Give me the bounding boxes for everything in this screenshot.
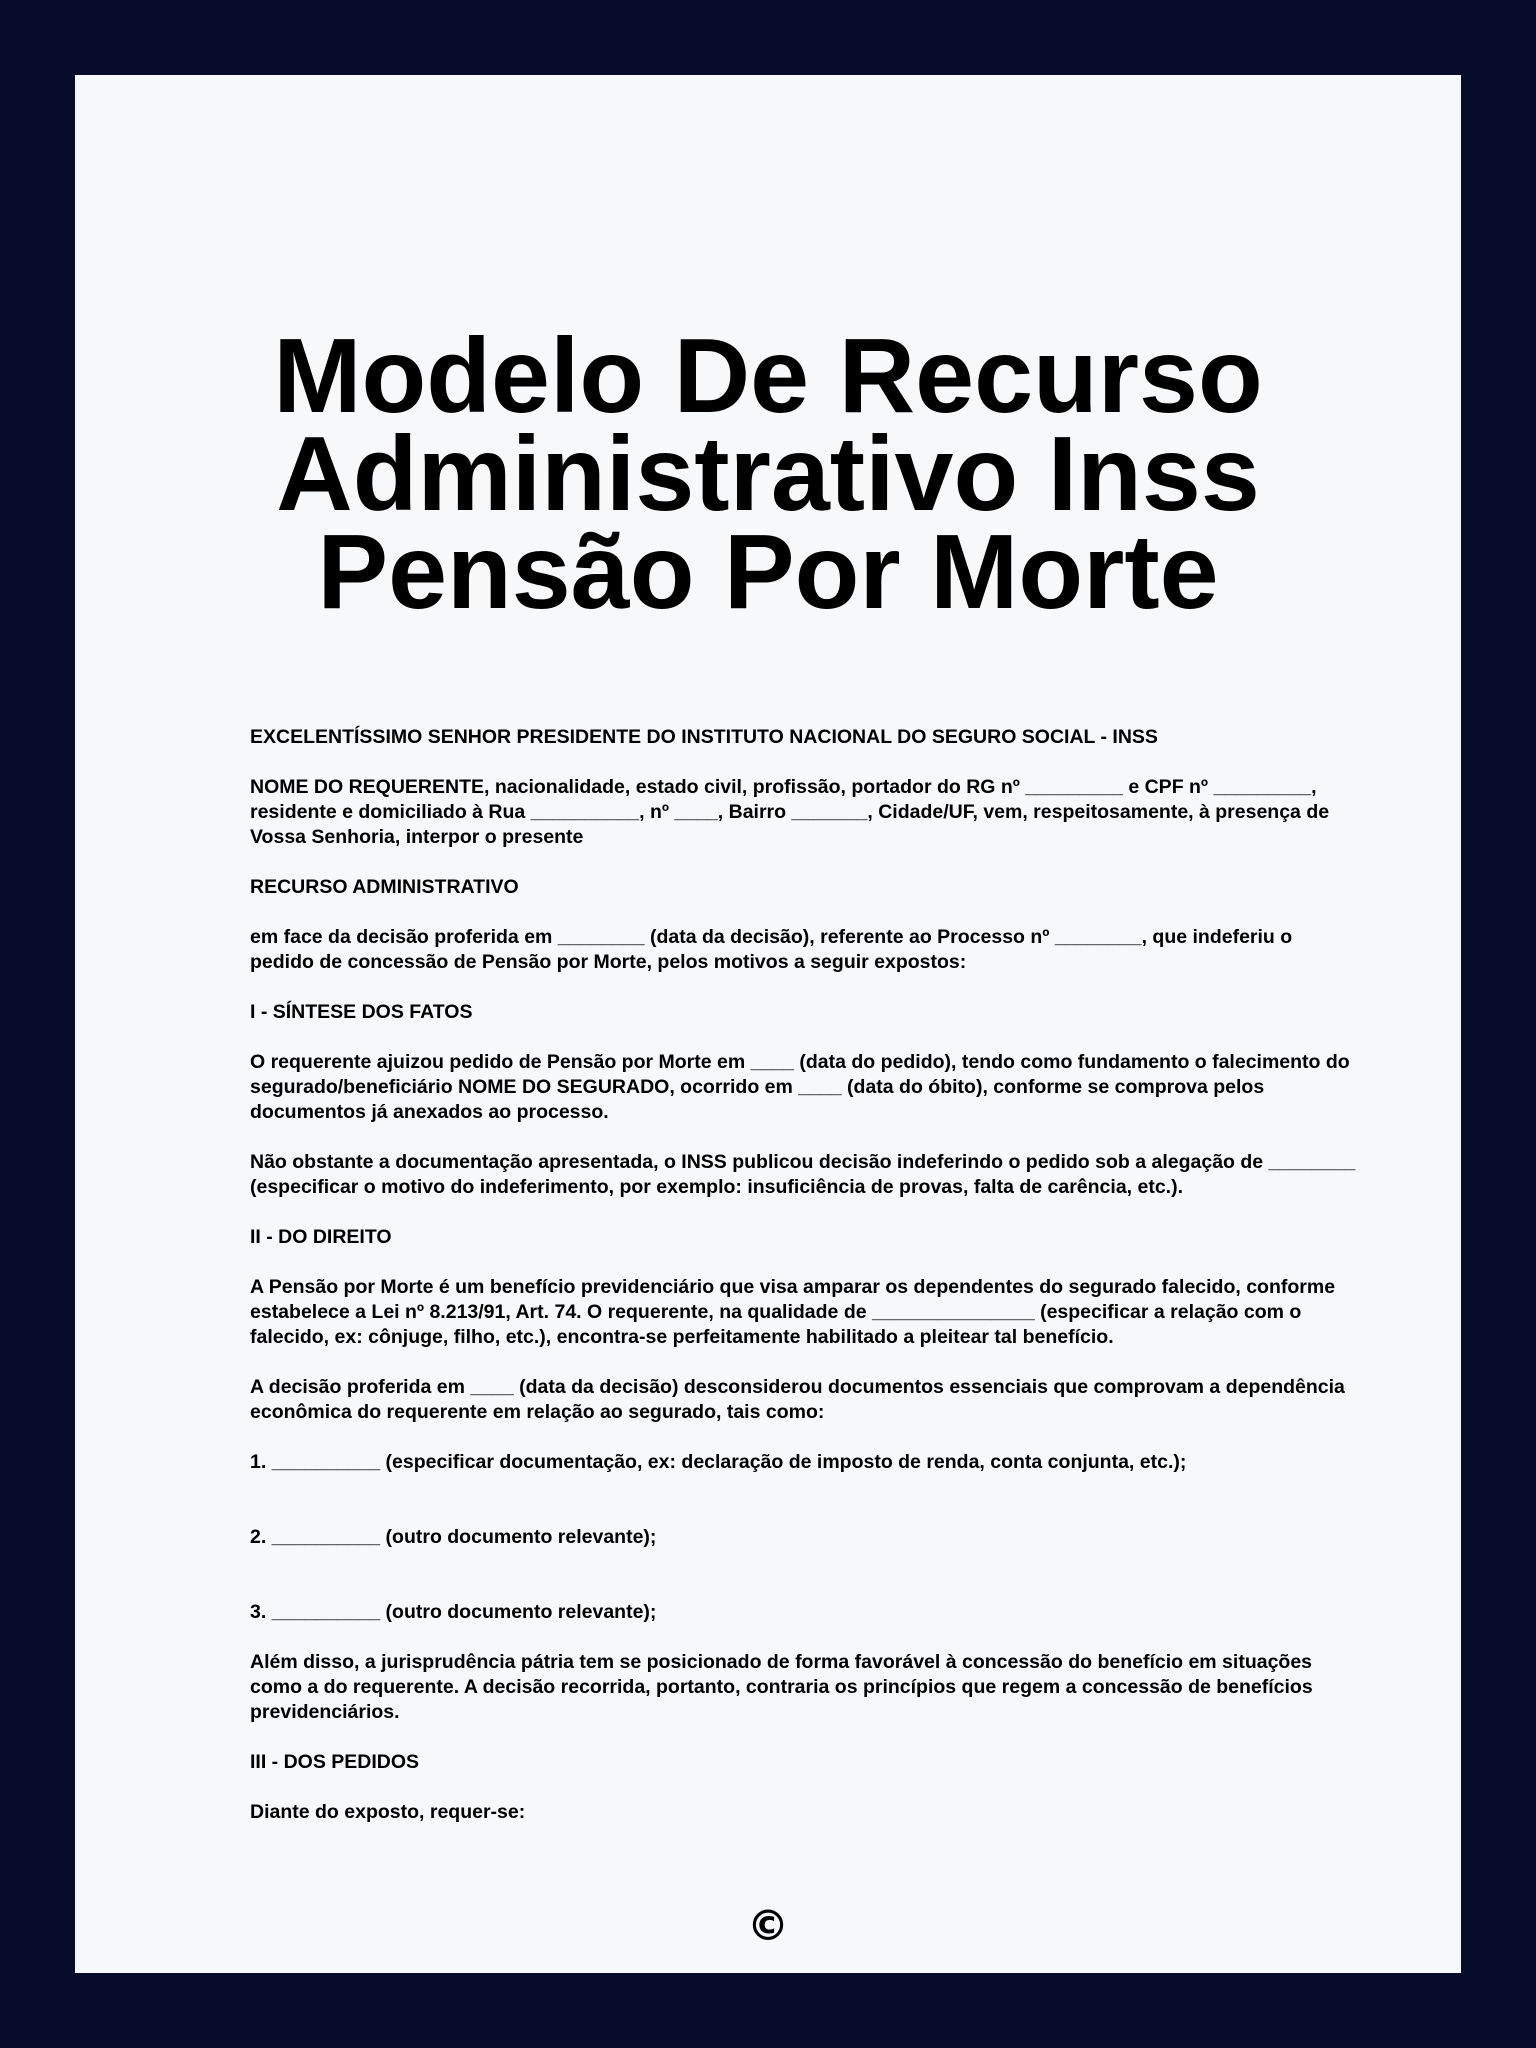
jurisprudence-paragraph: Além disso, a jurisprudência pátria tem se posicionado de forma favorável à concessão do benefício em situações como a do requerente. A decisão recorrida, portanto, contraria os princípios que regem a concessão de benefícios previdenciários. xyxy=(250,1651,1313,1723)
requests-intro: Diante do exposto, requer-se: xyxy=(250,1801,526,1823)
list-item: 1. __________ (especificar documentação, ex: declaração de imposto de renda, conta conjunta, etc.); xyxy=(250,1451,1187,1473)
decision-paragraph: em face da decisão proferida em ________ (data da decisão), referente ao Processo nº ________, que indeferiu o pedido de concessão de Pensão por Morte, pelos motivos a seguir expostos: xyxy=(250,926,1293,973)
requester-paragraph: NOME DO REQUERENTE, nacionalidade, estado civil, profissão, portador do RG nº _________ e CPF nº _________, residente e domiciliado à Rua __________, nº ____, Bairro _______, Cidade/UF, vem, respeitosamente, à presença de Vossa Senhoria, interpor o presente xyxy=(250,776,1330,848)
law-paragraph-2: A decisão proferida em ____ (data da decisão) desconsiderou documentos essenciais que comprovam a dependência econômica do requerente em relação ao segurado, tais como: xyxy=(250,1376,1345,1423)
addressee-line: EXCELENTÍSSIMO SENHOR PRESIDENTE DO INSTITUTO NACIONAL DO SEGURO SOCIAL - INSS xyxy=(250,726,1158,748)
copyright-icon: © xyxy=(747,1901,789,1950)
document-page xyxy=(75,75,1461,1973)
section-heading-direito: II - DO DIREITO xyxy=(250,1226,392,1248)
section-heading-recurso: RECURSO ADMINISTRATIVO xyxy=(250,876,519,898)
list-item: 3. __________ (outro documento relevante); xyxy=(250,1601,657,1623)
list-item: 2. __________ (outro documento relevante); xyxy=(250,1526,657,1548)
document-body xyxy=(250,725,1360,1850)
section-heading-sintese: I - SÍNTESE DOS FATOS xyxy=(250,1001,473,1023)
document-title: Modelo De Recurso Administrativo Inss Pensão Por Morte xyxy=(273,317,1263,631)
facts-paragraph-1: O requerente ajuizou pedido de Pensão por Morte em ____ (data do pedido), tendo como fundamento o falecimento do segurado/beneficiário NOME DO SEGURADO, ocorrido em ____ (data do óbito), conforme se comprova pelos documentos já anexados ao processo. xyxy=(250,1051,1350,1123)
facts-paragraph-2: Não obstante a documentação apresentada, o INSS publicou decisão indeferindo o pedido sob a alegação de ________ (especificar o motivo do indeferimento, por exemplo: insuficiência de provas, falta de carência, etc.). xyxy=(250,1151,1356,1198)
section-heading-pedidos: III - DOS PEDIDOS xyxy=(250,1751,420,1773)
law-paragraph-1: A Pensão por Morte é um benefício previdenciário que visa amparar os dependentes do segurado falecido, conforme estabelece a Lei nº 8.213/91, Art. 74. O requerente, na qualidade de _______________ (especificar a relação com o falecido, ex: cônjuge, filho, etc.), encontra-se perfeitamente habilitado a pleitear tal benefício. xyxy=(250,1276,1336,1348)
